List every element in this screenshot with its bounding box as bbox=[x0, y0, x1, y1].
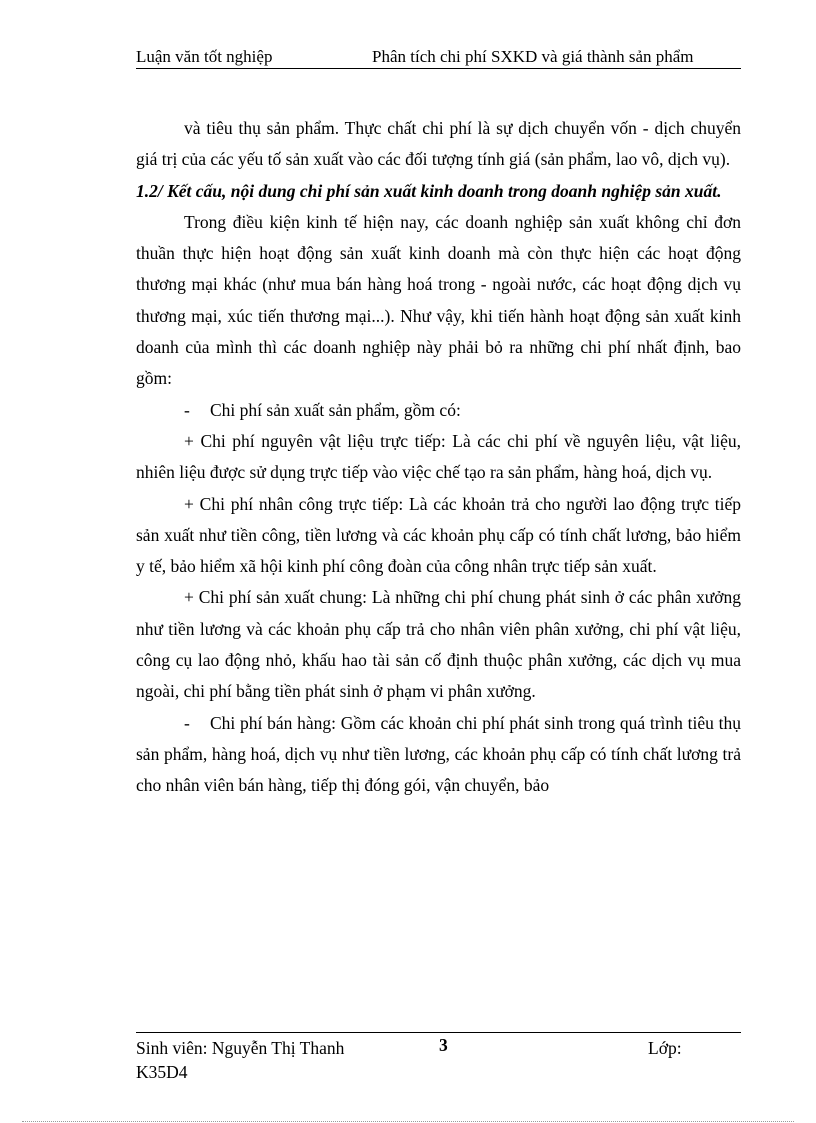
paragraph-context: Trong điều kiện kinh tế hiện nay, các doanh nghiệp sản xuất không chỉ đơn thuần thực hiện hoạt động sản xuất kinh doanh mà còn thực hiện các hoạt động thương mại khác (như mua bán hàng hoá trong - ngoài nước, các hoạt động dịch vụ thương mại, xúc tiến thương mại...). Như vậy, khi tiến hành hoạt động sản xuất kinh doanh của mình thì các doanh nghiệp này phải bỏ ra những chi phí nhất định, bao gồm: bbox=[136, 211, 741, 389]
dash-marker: - bbox=[184, 399, 190, 420]
footer-student-name: Sinh viên: Nguyễn Thị Thanh bbox=[136, 1038, 345, 1058]
header-thesis-title: Luận văn tốt nghiệp bbox=[136, 47, 273, 66]
plus-item-materials: + Chi phí nguyên vật liệu trực tiếp: Là các chi phí về nguyên liệu, vật liệu, nhiên liệu được sử dụng trực tiếp vào việc chế tạo ra sản phẩm, hàng hoá, dịch vụ. bbox=[136, 430, 741, 483]
footer-class-code: K35D4 bbox=[136, 1062, 188, 1082]
footer-class-label: Lớp: bbox=[648, 1038, 682, 1058]
page-bottom-edge bbox=[22, 1121, 794, 1122]
plus-item-labor: + Chi phí nhân công trực tiếp: Là các khoản trả cho người lao động trực tiếp sản xuất như tiền công, tiền lương và các khoản phụ cấp có tính chất lương, bảo hiểm y tế, bảo hiểm xã hội kinh phí công đoàn của công nhân trực tiếp sản xuất. bbox=[136, 493, 741, 577]
intro-paragraph: và tiêu thụ sản phẩm. Thực chất chi phí là sự dịch chuyển vốn - dịch chuyển giá trị của các yếu tố sản xuất vào các đối tượng tính giá (sản phẩm, lao vô, dịch vụ). bbox=[136, 118, 741, 170]
header-divider bbox=[136, 68, 741, 69]
dash-marker: - bbox=[184, 712, 190, 733]
dash-item-production-costs bbox=[136, 395, 741, 426]
page-number: 3 bbox=[439, 1035, 448, 1055]
section-heading: 1.2/ Kết cấu, nội dung chi phí sản xuất kinh doanh trong doanh nghiệp sản xuất. bbox=[136, 180, 722, 201]
plus-item-overhead: + Chi phí sản xuất chung: Là những chi phí chung phát sinh ở các phân xưởng như tiền lương và các khoản phụ cấp trả cho nhân viên phân xưởng, chi phí vật liệu, công cụ lao động nhỏ, khấu hao tài sản cố định thuộc phân xưởng, các dịch vụ mua ngoài, chi phí bằng tiền phát sinh ở phạm vi phân xưởng. bbox=[136, 587, 741, 702]
dash-item-text: Chi phí sản xuất sản phẩm, gồm có: bbox=[210, 399, 461, 420]
page-header bbox=[136, 46, 741, 70]
header-topic-title: Phân tích chi phí SXKD và giá thành sản phẩm bbox=[372, 47, 694, 66]
page-body bbox=[136, 113, 741, 802]
dash-item-text: Chi phí bán hàng: Gồm các khoản chi phí phát sinh trong quá trình tiêu thụ sản phẩm, hàng hoá, dịch vụ như tiền lương, các khoản phụ cấp có tính chất lương trả cho nhân viên bán hàng, tiếp thị đóng gói, vận chuyển, bảo bbox=[136, 712, 741, 796]
dash-item-selling-costs bbox=[136, 708, 741, 802]
